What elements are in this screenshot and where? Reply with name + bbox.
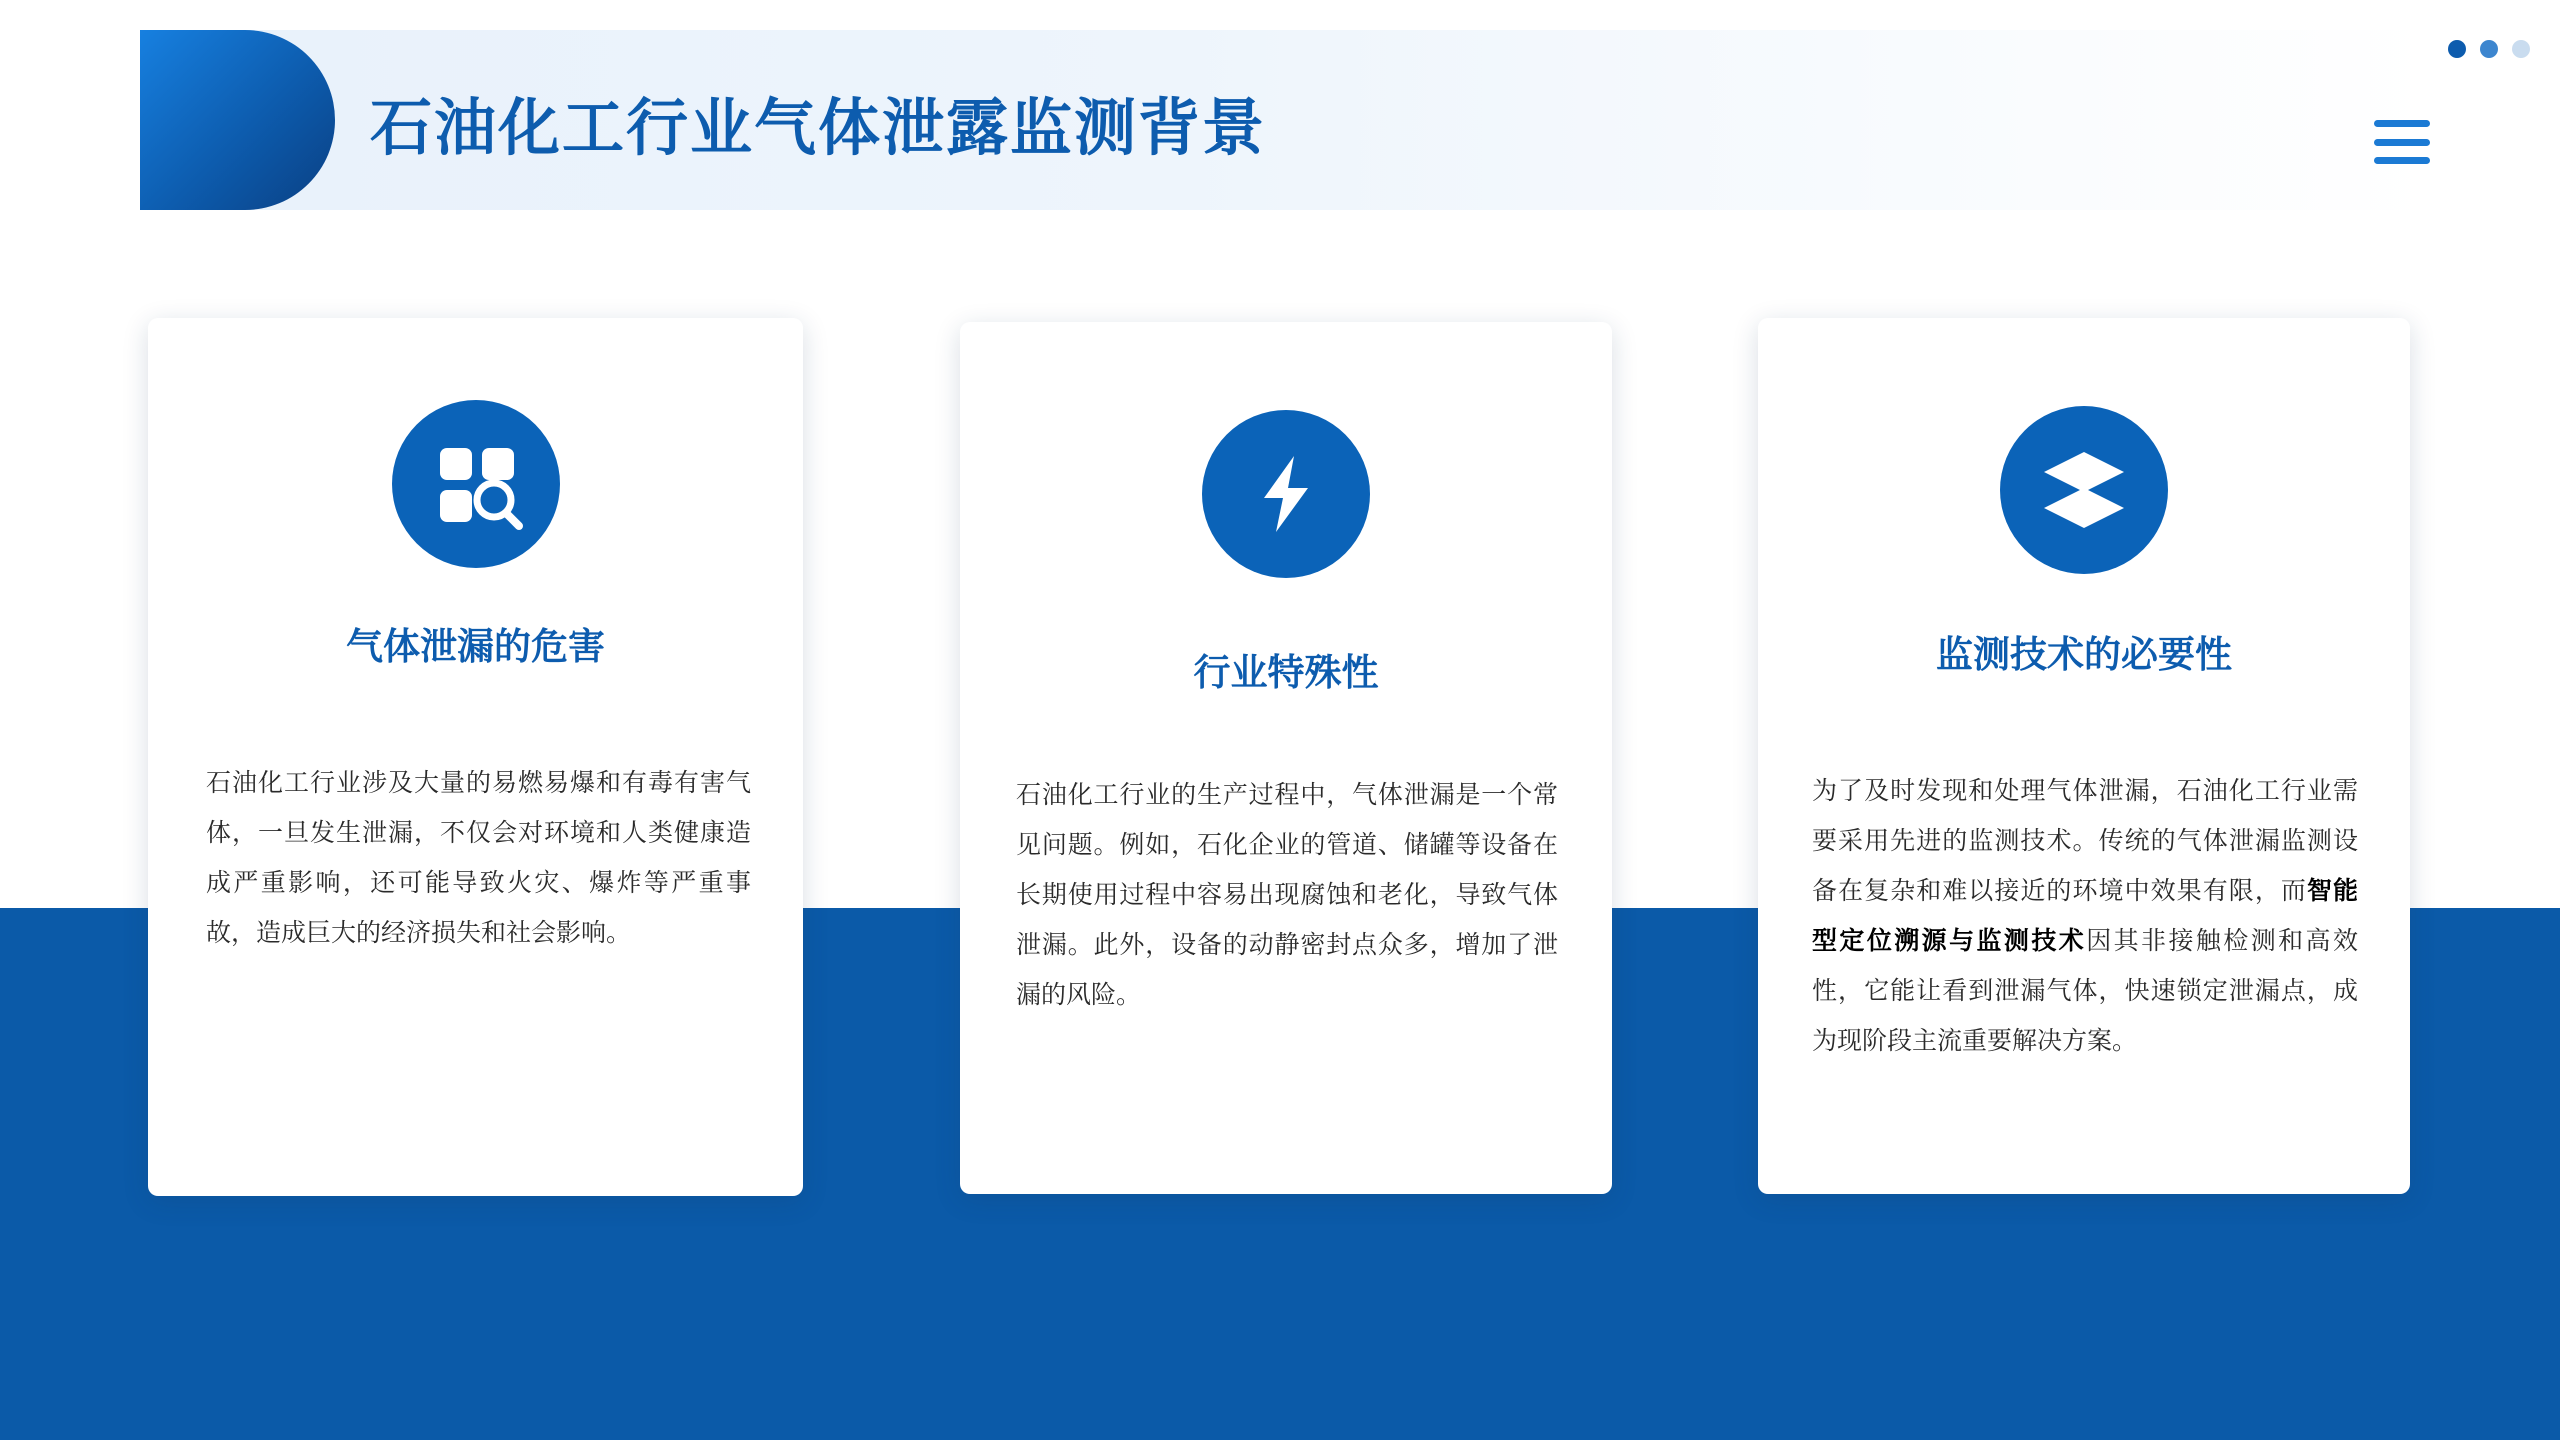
card-gas-leak-hazards[interactable] <box>148 318 803 1196</box>
card-body-text: 石油化工行业涉及大量的易燃易爆和有毒有害气体，一旦发生泄漏，不仅会对环境和人类健康造成严重影响，还可能导致火灾、爆炸等严重事故，造成巨大的经济损失和社会影响。 <box>206 769 751 947</box>
emphasis-text: 智能型定位溯源与监测技术 <box>1812 877 2358 955</box>
dashboard-search-icon <box>392 400 560 568</box>
card-body-text: 石油化工行业的生产过程中，气体泄漏是一个常见问题。例如，石化企业的管道、储罐等设备在长期使用过程中容易出现腐蚀和老化，导致气体泄漏。此外，设备的动静密封点众多，增加了泄漏的风险。 <box>1016 781 1558 1009</box>
card-monitoring-necessity[interactable] <box>1758 318 2410 1194</box>
page-title: 石油化工行业气体泄露监测背景 <box>370 94 1267 163</box>
card-title: 行业特殊性 <box>1193 652 1379 693</box>
lightning-bolt-icon <box>1202 410 1370 578</box>
body-text-run: 因其非接触检测和高效性，它能让看到泄漏气体，快速锁定泄漏点，成为现阶段主流重要解决方案。 <box>1812 927 2358 1055</box>
card-industry-specificity[interactable] <box>960 322 1612 1194</box>
card-title: 气体泄漏的危害 <box>346 626 605 667</box>
body-text-run: 为了及时发现和处理气体泄漏，石油化工行业需要采用先进的监测技术。传统的气体泄漏监测设备在复杂和难以接近的环境中效果有限，而 <box>1812 777 2358 905</box>
layers-stack-icon <box>2000 406 2168 574</box>
card-title: 监测技术的必要性 <box>1936 634 2232 675</box>
card-body-text <box>1812 766 2358 1066</box>
